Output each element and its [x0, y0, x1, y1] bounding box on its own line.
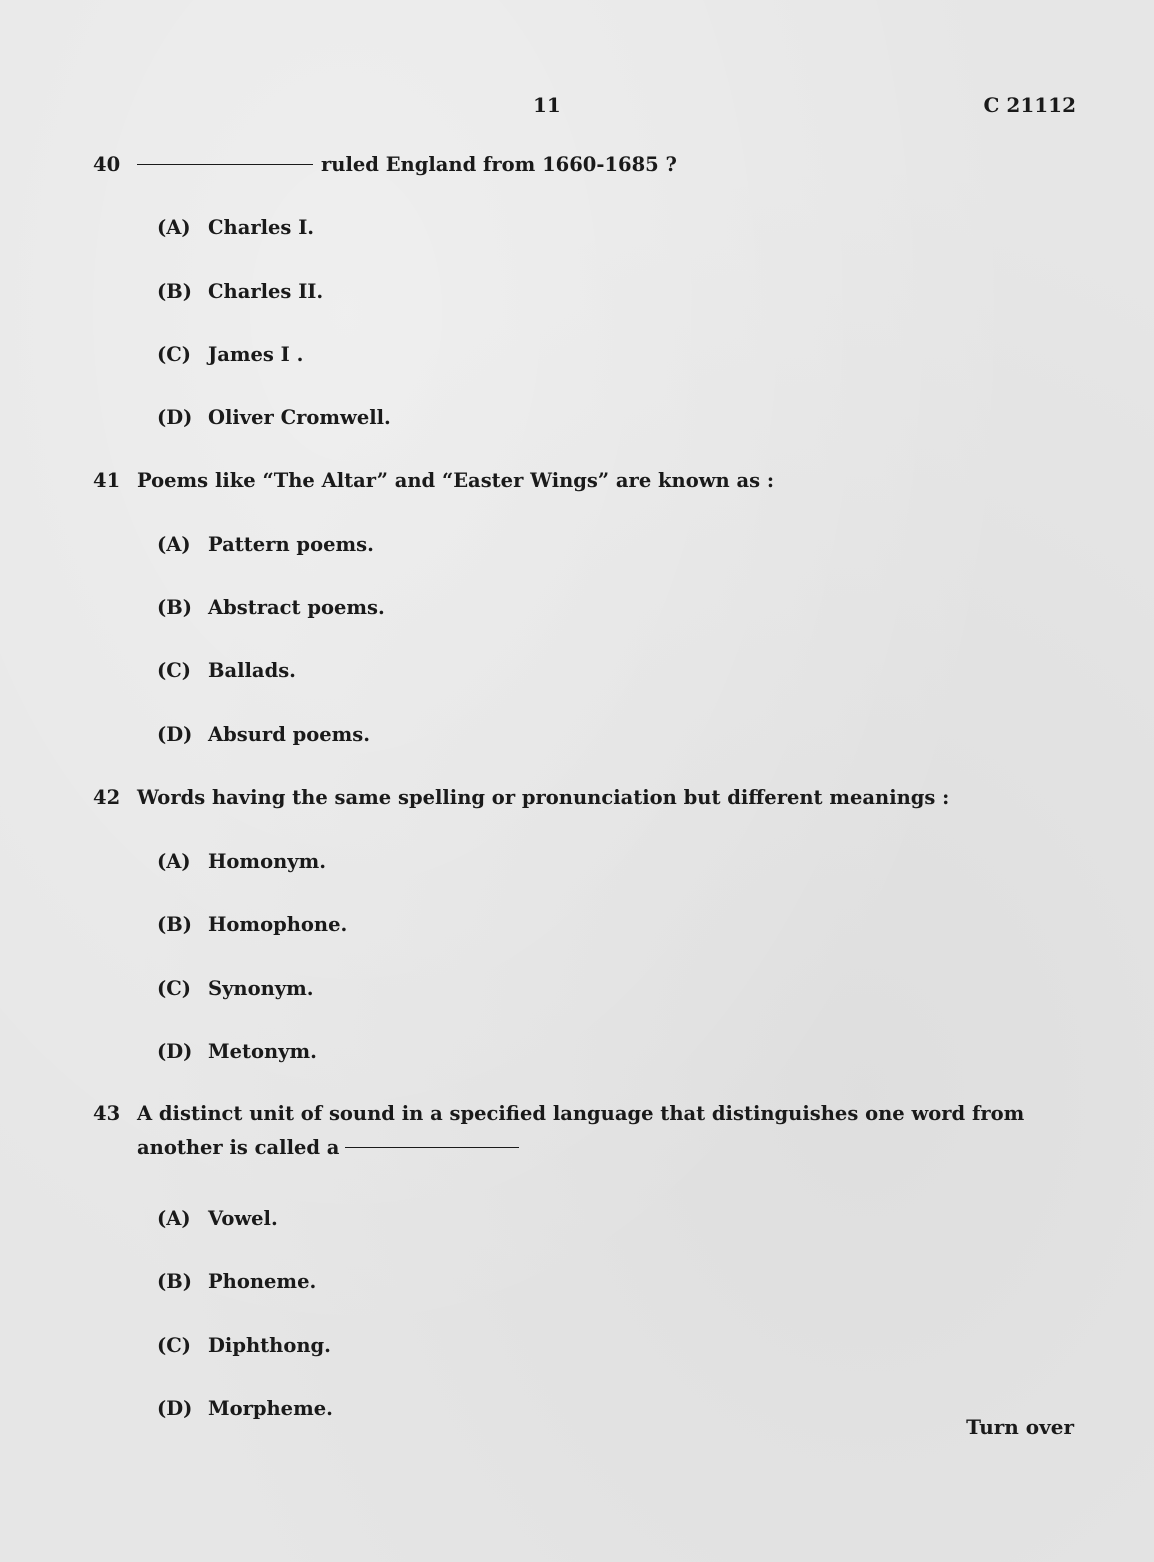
- option-43-c: (C) Diphthong.: [157, 1334, 331, 1357]
- turn-over-label: Turn over: [966, 1415, 1074, 1439]
- question-text: ruled England from 1660-1685 ?: [137, 148, 1083, 182]
- answer-blank: [345, 1147, 519, 1148]
- question-number: 42: [93, 786, 121, 809]
- question-text: Poems like “The Altar” and “Easter Wings” are known as :: [137, 469, 775, 492]
- option-42-a: (A) Homonym.: [157, 850, 326, 873]
- option-41-a: (A) Pattern poems.: [157, 533, 374, 556]
- option-40-a: (A) Charles I.: [157, 216, 315, 239]
- page-number: 11: [533, 93, 561, 117]
- option-40-b: (B) Charles II.: [157, 280, 324, 303]
- question-number: 43: [93, 1102, 121, 1125]
- option-40-d: (D) Oliver Cromwell.: [157, 406, 391, 429]
- question-number: 41: [93, 469, 121, 492]
- option-42-d: (D) Metonym.: [157, 1040, 317, 1063]
- option-40-c: (C) James I .: [157, 343, 304, 366]
- option-42-b: (B) Homophone.: [157, 913, 348, 936]
- option-41-c: (C) Ballads.: [157, 659, 296, 682]
- option-41-b: (B) Abstract poems.: [157, 596, 385, 619]
- question-text: A distinct unit of sound in a specified language that distinguishes one word from another is called a: [137, 1102, 1025, 1159]
- question-40: [93, 148, 1083, 182]
- answer-blank: [137, 164, 313, 165]
- question-43: [93, 1097, 1083, 1165]
- option-41-d: (D) Absurd poems.: [157, 723, 371, 746]
- option-43-b: (B) Phoneme.: [157, 1270, 317, 1293]
- question-text: Words having the same spelling or pronunciation but different meanings :: [137, 786, 950, 809]
- option-43-a: (A) Vowel.: [157, 1207, 278, 1230]
- paper-code: C 21112: [983, 93, 1076, 117]
- question-number: 40: [93, 153, 121, 176]
- option-43-d: (D) Morpheme.: [157, 1397, 333, 1420]
- option-42-c: (C) Synonym.: [157, 977, 314, 1000]
- question-41: [93, 464, 1083, 498]
- question-42: [93, 781, 1083, 815]
